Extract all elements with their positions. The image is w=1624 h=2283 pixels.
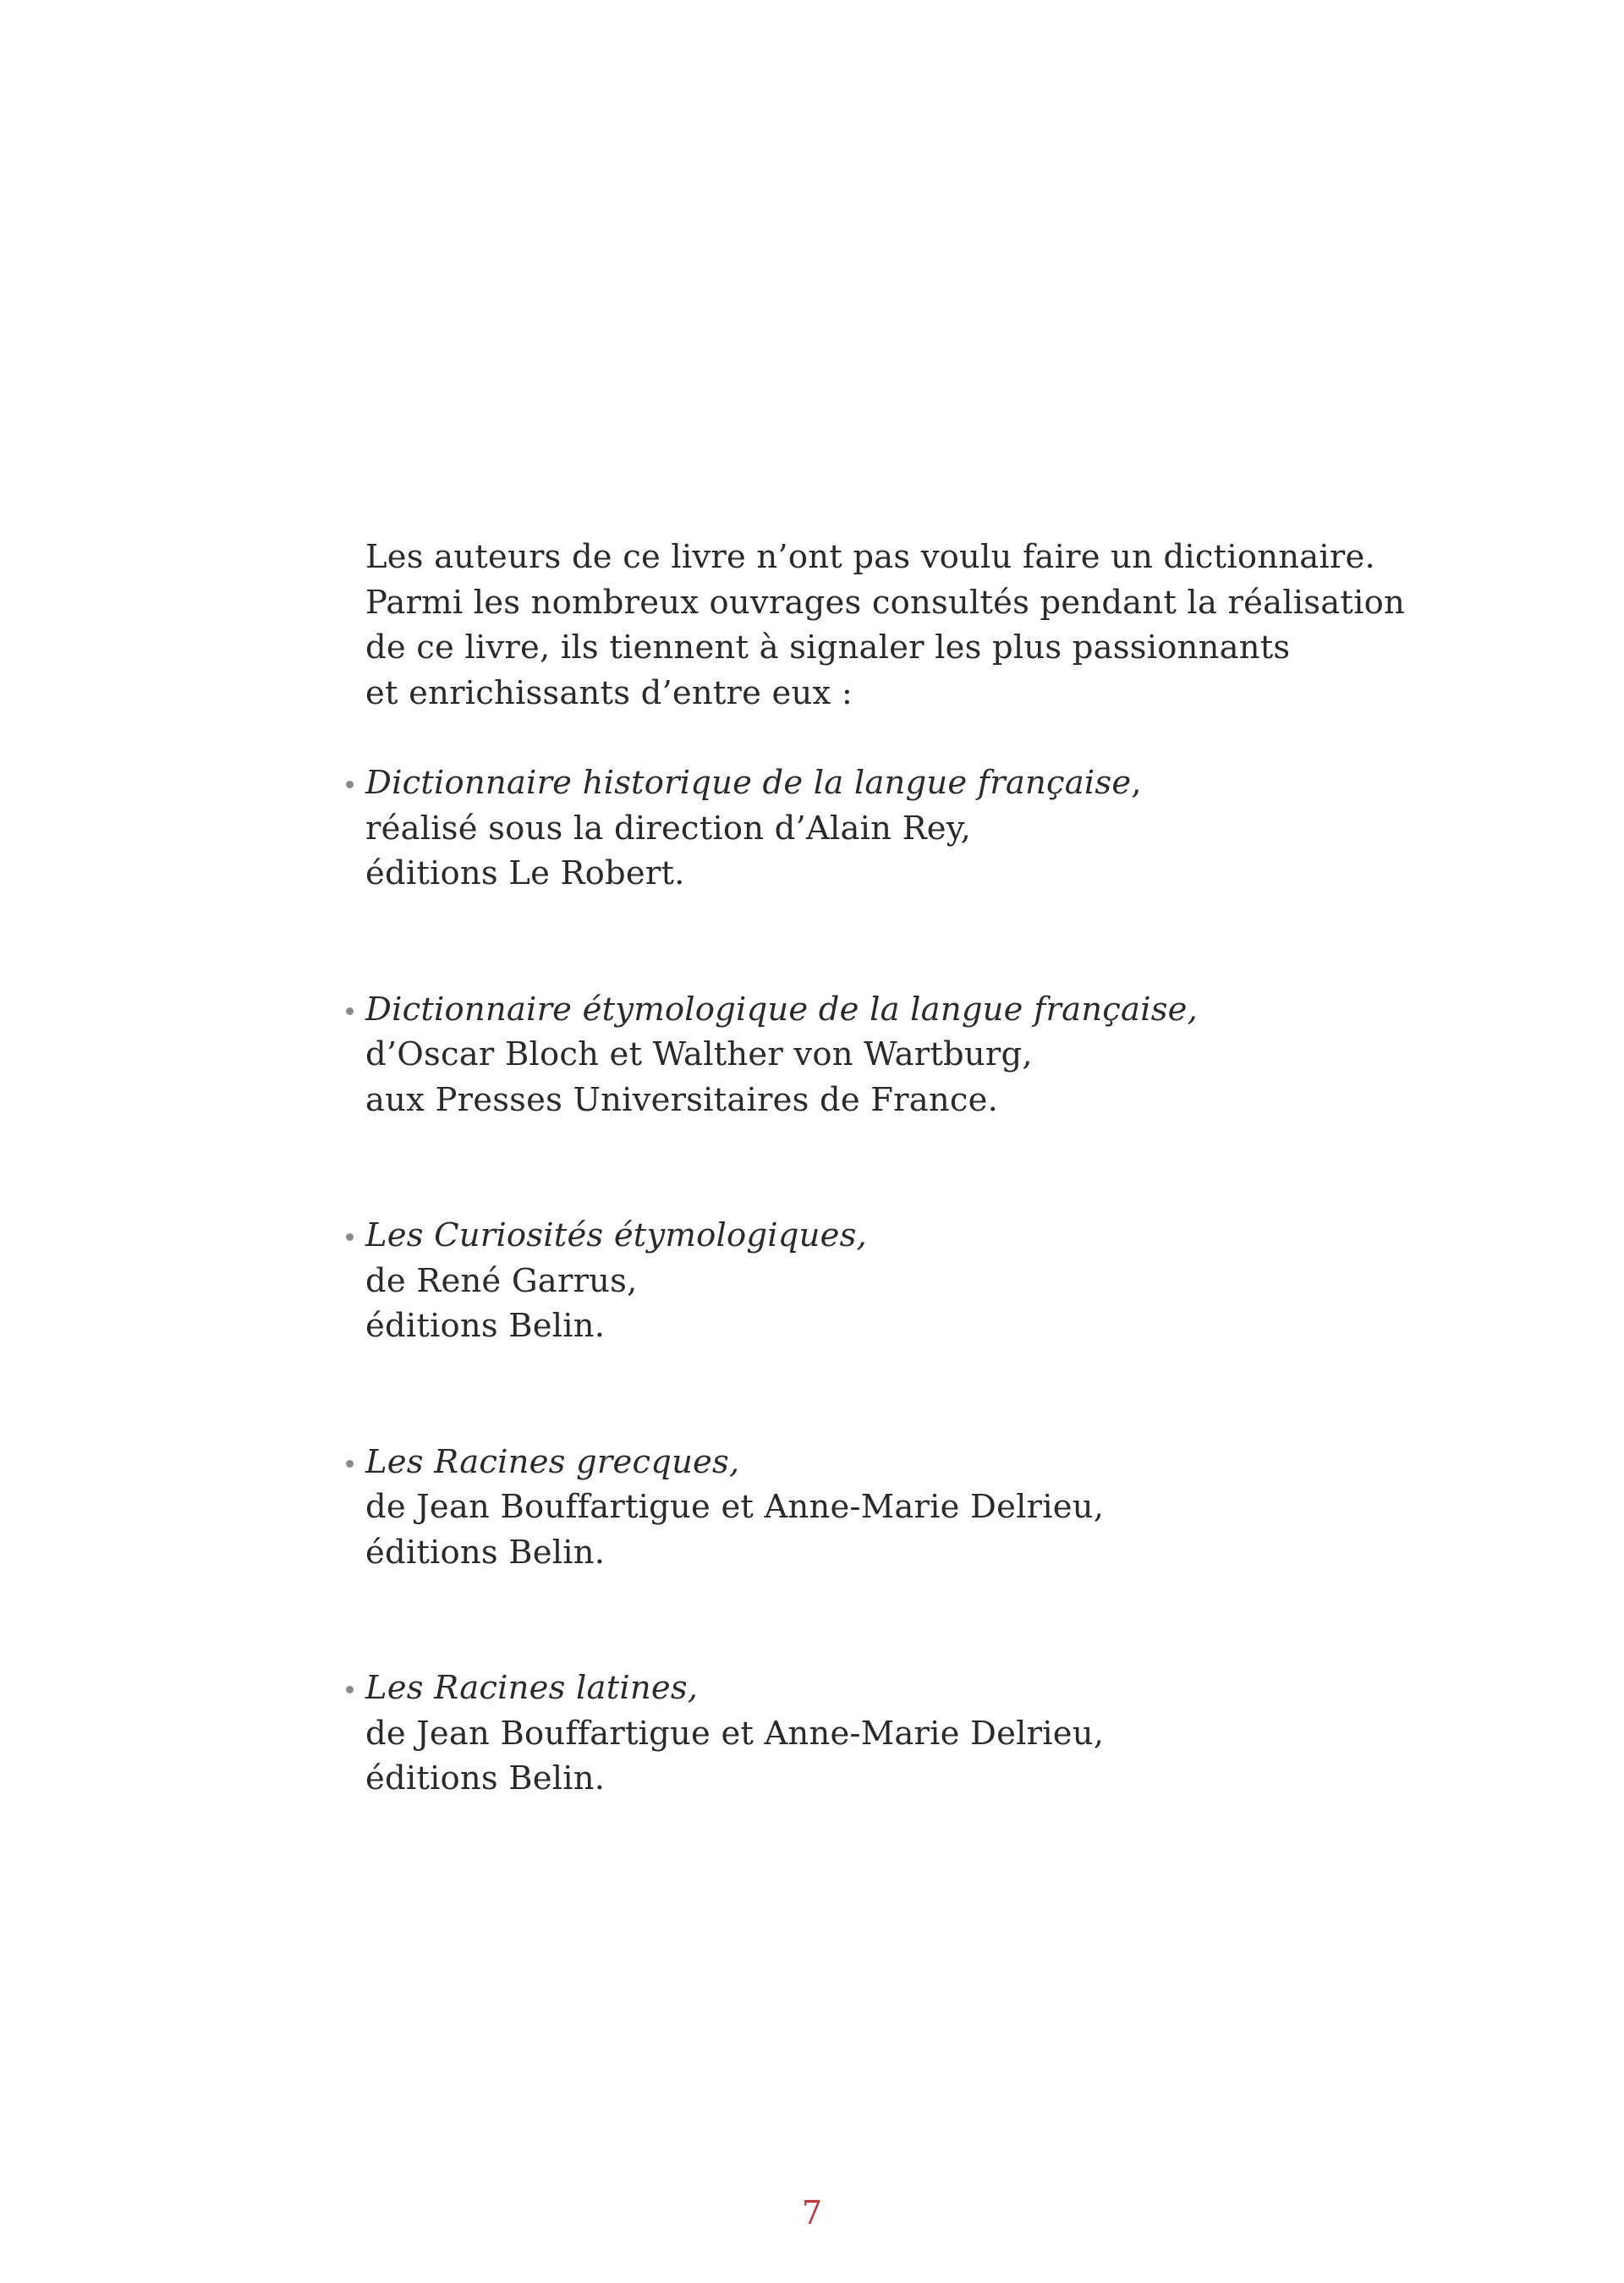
- intro-line: de ce livre, ils tiennent à signaler les plus passionnants: [365, 628, 1291, 667]
- reference-item: [365, 1213, 1465, 1349]
- reference-title: Les Racines grecques,: [365, 1442, 740, 1481]
- bullet-icon: [343, 1666, 355, 1711]
- bullet-icon: [343, 1213, 355, 1259]
- reference-title: Dictionnaire étymologique de la langue française,: [365, 990, 1199, 1029]
- reference-item: [365, 1440, 1465, 1576]
- reference-title: Les Racines latines,: [365, 1669, 699, 1707]
- reference-publisher: éditions Belin.: [365, 1759, 606, 1797]
- reference-title-suffix: ,: [1131, 764, 1142, 802]
- reference-title: Les Curiosités étymologiques,: [365, 1216, 867, 1254]
- intro-line: et enrichissants d’entre eux :: [365, 673, 853, 712]
- reference-detail: de René Garrus,: [365, 1261, 638, 1300]
- reference-detail: de Jean Bouffartigue et Anne-Marie Delrieu,: [365, 1488, 1105, 1526]
- reference-detail: d’Oscar Bloch et Walther von Wartburg,: [365, 1035, 1033, 1073]
- page-content: [365, 535, 1465, 1802]
- bullet-icon: [343, 760, 355, 806]
- reference-item: [365, 1666, 1465, 1802]
- reference-list: [365, 760, 1465, 1802]
- reference-publisher: éditions Le Robert.: [365, 854, 685, 892]
- bullet-icon: [343, 1440, 355, 1485]
- reference-item: [365, 987, 1465, 1123]
- reference-item: [365, 760, 1465, 897]
- reference-publisher: éditions Belin.: [365, 1307, 606, 1345]
- page-number: 7: [801, 2194, 823, 2231]
- reference-title: Dictionnaire historique de la langue française: [365, 764, 1132, 802]
- bullet-icon: [343, 987, 355, 1033]
- reference-title-line: [365, 760, 1465, 806]
- intro-line: Parmi les nombreux ouvrages consultés pendant la réalisation: [365, 583, 1405, 622]
- reference-publisher: aux Presses Universitaires de France.: [365, 1080, 999, 1119]
- reference-detail: de Jean Bouffartigue et Anne-Marie Delrieu,: [365, 1714, 1105, 1753]
- reference-detail: réalisé sous la direction d’Alain Rey,: [365, 809, 972, 848]
- intro-line: Les auteurs de ce livre n’ont pas voulu faire un dictionnaire.: [365, 538, 1375, 576]
- intro-paragraph: [365, 535, 1465, 716]
- reference-publisher: éditions Belin.: [365, 1533, 606, 1572]
